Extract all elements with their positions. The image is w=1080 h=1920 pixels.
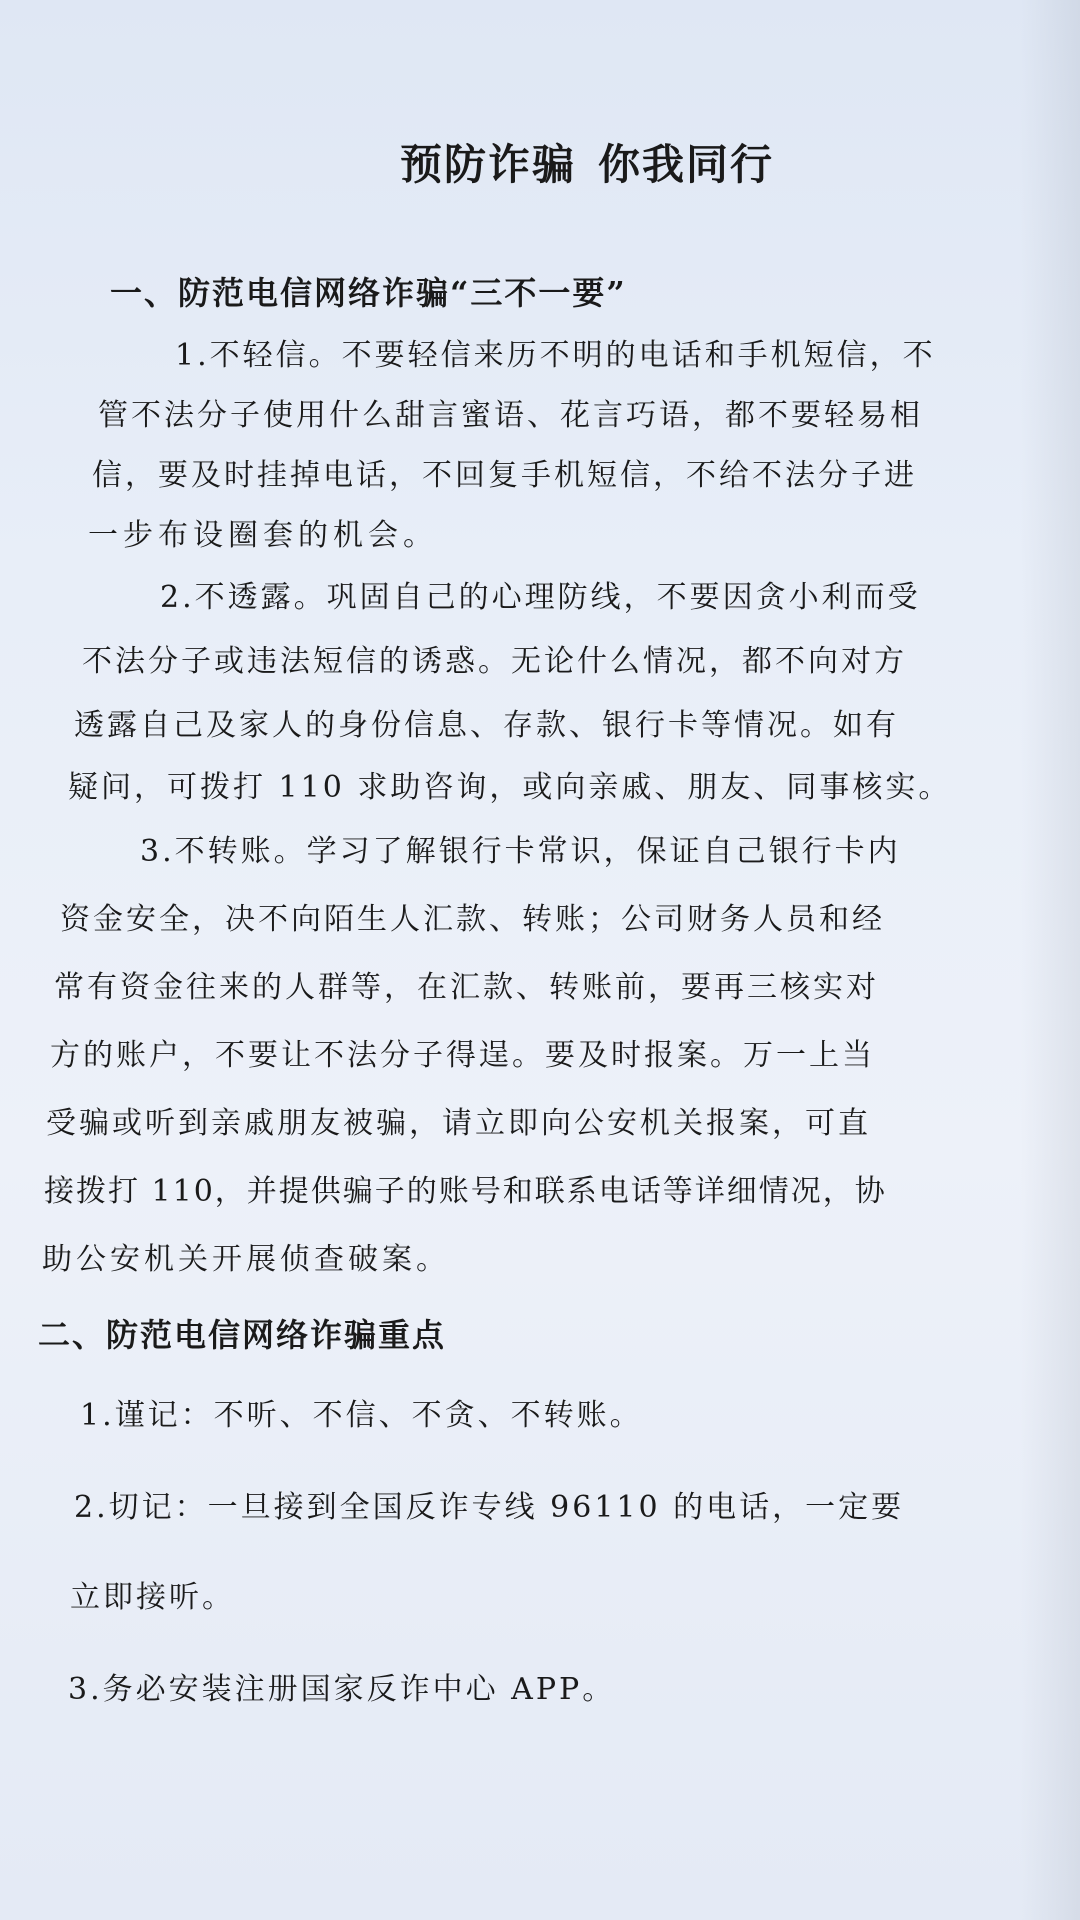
section-1-item-2-line: 2.不透露。巩固自己的心理防线，不要因贪小利而受 xyxy=(160,580,921,615)
section-2-item-2-line: 2.切记：一旦接到全国反诈专线 96110 的电话，一定要 xyxy=(74,1490,905,1525)
section-1-item-3-line: 接拨打 110，并提供骗子的账号和联系电话等详细情况，协 xyxy=(44,1174,887,1209)
section-2-item-3: 3.务必安装注册国家反诈中心 APP。 xyxy=(68,1672,616,1707)
title-part-2: 你我同行 xyxy=(598,140,775,189)
section-1-item-3-line: 助公安机关开展侦查破案。 xyxy=(42,1242,450,1277)
section-1-item-1-line: 一步布设圈套的机会。 xyxy=(88,518,438,553)
section-1-heading: 一、防范电信网络诈骗“三不一要” xyxy=(110,274,627,312)
page-title xyxy=(400,132,774,192)
section-2-heading: 二、防范电信网络诈骗重点 xyxy=(38,1316,447,1354)
section-2-item-2-line: 立即接听。 xyxy=(70,1580,235,1615)
section-1-item-3-line: 方的账户，不要让不法分子得逞。要及时报案。万一上当 xyxy=(50,1038,875,1073)
section-1-item-3-line: 常有资金往来的人群等，在汇款、转账前，要再三核实对 xyxy=(54,970,879,1005)
section-1-item-3-line: 资金安全，决不向陌生人汇款、转账；公司财务人员和经 xyxy=(60,902,885,937)
section-1-item-3-line: 3.不转账。学习了解银行卡常识，保证自己银行卡内 xyxy=(140,834,901,869)
section-1-item-3-line: 受骗或听到亲戚朋友被骗，请立即向公安机关报案，可直 xyxy=(46,1106,871,1141)
title-part-1: 预防诈骗 xyxy=(400,140,577,189)
section-1-item-1-line: 1.不轻信。不要轻信来历不明的电话和手机短信，不 xyxy=(175,338,936,373)
section-1-item-2-line: 不法分子或违法短信的诱惑。无论什么情况，都不向对方 xyxy=(82,644,907,679)
section-1-item-1-line: 管不法分子使用什么甜言蜜语、花言巧语，都不要轻易相 xyxy=(98,398,923,433)
section-1-item-2-line: 疑问，可拨打 110 求助咨询，或向亲戚、朋友、同事核实。 xyxy=(68,770,952,805)
section-2-item-1: 1.谨记：不听、不信、不贪、不转账。 xyxy=(80,1398,643,1433)
section-1-item-2-line: 透露自己及家人的身份信息、存款、银行卡等情况。如有 xyxy=(74,708,899,743)
page-shadow xyxy=(1020,0,1080,1920)
section-1-item-1-line: 信，要及时挂掉电话，不回复手机短信，不给不法分子进 xyxy=(92,458,917,493)
